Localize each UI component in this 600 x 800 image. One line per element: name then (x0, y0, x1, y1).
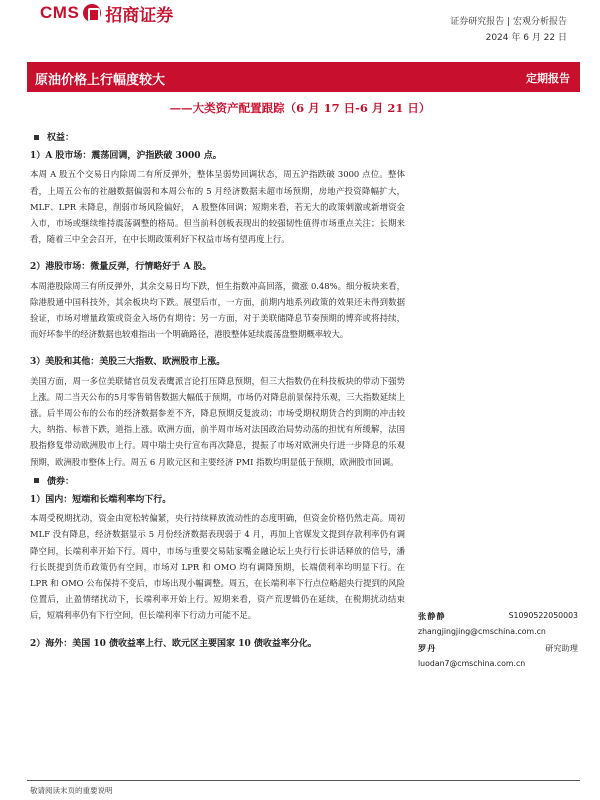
title-banner (27, 62, 580, 92)
analyst-name: 张静静 (418, 611, 446, 621)
section-heading: 债券： (30, 474, 405, 490)
paragraph: 本周受税期扰动，资金由宽松转偏紧，央行持续释放流动性的态度明确，但资金价格仍然走高。周初 MLF 没有降息，经济数据显示 5 月份经济数据表现弱于 4 月，再加上官媒发文提到存款利率仍有调降空间，长端利率开始下行。周中，市场与重要交易陆家嘴金融论坛上央行行长讲话释放的信号，潘行长既提到货币政策仍有空间，市场对 LPR 和 OMO 均有调降预期，长端债利率均明显下行。在 LPR 和 OMO 公布保持不变后，市场出现小幅调整。周五，在长端利率下行点位略超央行提到的风险位置后，止盈情绪扰动下，长端利率开始上行。短期来看，资产荒逻辑仍在延续，在税期扰动结束后，短端利率仍有下行空间，但长端利率下行动力可能不足。 (30, 513, 405, 621)
analyst-role: 研究助理 (545, 643, 578, 653)
paragraph: 本周港股除周三有所反弹外，其余交易日均下跌，恒生指数冲高回落，微涨 0.48%。细分板块来看，除港股通中国科技外，其余板块均下跌。展望后市，一方面，前期内地系列政策的效果还未得到数据验证，市场对增量政策或资金入场仍有期待；另一方面，对于美联储降息节奏预期的博弈或将持续，而好坏参半的经济数据也较难指出一个明确路径，港股整体延续震荡盘整期概率较大。 (30, 280, 405, 340)
logo-mark-icon (83, 4, 101, 22)
analyst-email[interactable]: luodan7@cmschina.com.cn (418, 659, 526, 668)
footer-note: 敬请阅读末页的重要说明 (30, 786, 113, 795)
report-date: 2024 年 6 月 22 日 (485, 33, 567, 43)
logo-text-en: CMS (40, 3, 80, 22)
analyst-email[interactable]: zhangjingjing@cmschina.com.cn (418, 627, 546, 636)
section-heading: 权益： (30, 130, 405, 146)
analyst-cert: S1090522050003 (508, 611, 578, 620)
subsection-title: 3）美股和其他：美股三大指数、欧洲股市上涨。 (30, 357, 226, 368)
paragraph: 本周 A 股五个交易日内除周二有所反弹外，整体呈弱势回调状态，周五沪指跌破 3000 点位。整体看，上周五公布的社融数据偏弱和本周公布的 5 月经济数据未超市场预期，房地产投资降幅扩大，MLF、LPR 未降息，削弱市场风险偏好， A 股整体回调；短期来看，若无大的政策刺激或新增资金入市，市场或继续维持震荡调整的格局。但当前科创板表现出的较强韧性值得市场重点关注；长期来看，随着三中全会召开，在中长期政策利好下权益市场有望再度上行。 (30, 169, 405, 245)
report-tag: 定期报告 (526, 72, 570, 85)
subsection-title: 2）港股市场：微量反弹，行情略好于 A 股。 (30, 262, 212, 273)
subsection-title: 2）海外：美国 10 债收益率上行、欧元区主要国家 10 债收益率分化。 (30, 638, 317, 649)
subsection-title: 1）A 股市场：震荡回调，沪指跌破 3000 点。 (30, 151, 222, 162)
paragraph: 美国方面，周一多位美联储官员发表鹰派言论打压降息预期，但三大指数仍在科技板块的带动下强势上涨。周二当天公布的5月零售销售数据大幅低于预期，市场仍对降息前景保持乐观，三大指数延续上涨。后半周公布的公布的经济数据参差不齐，降息预期反复波动；市场受期权期货合约到期的冲击较大，纳指、标普下跌，道指上涨。欧洲方面，前半周市场对法国政治局势动荡的担忧有所缓解，法国股指修复带动欧洲股市上行。周中瑞士央行宣布再次降息，提振了市场对欧洲央行进一步降息的乐观预期，欧洲股市整体上行。周五 6 月欧元区和主要经济 PMI 指数均明显低于预期，欧洲股市回调。 (30, 375, 405, 467)
report-type: 证券研究报告 | 宏观分析报告 (450, 17, 567, 27)
logo (40, 2, 173, 24)
logo-text-cn: 招商证券 (105, 5, 174, 26)
footer-divider (27, 780, 580, 781)
report-subtitle: ——大类资产配置跟踪（6 月 17 日-6 月 21 日） (169, 101, 431, 115)
report-title: 原油价格上行幅度较大 (35, 73, 166, 88)
analyst-panel (418, 608, 578, 672)
subsection-title: 1）国内：短端和长端利率均下行。 (30, 495, 172, 506)
square-bullet-icon (34, 135, 39, 140)
square-bullet-icon (34, 478, 39, 483)
analyst-name: 罗丹 (418, 643, 437, 653)
main-content (30, 130, 405, 652)
